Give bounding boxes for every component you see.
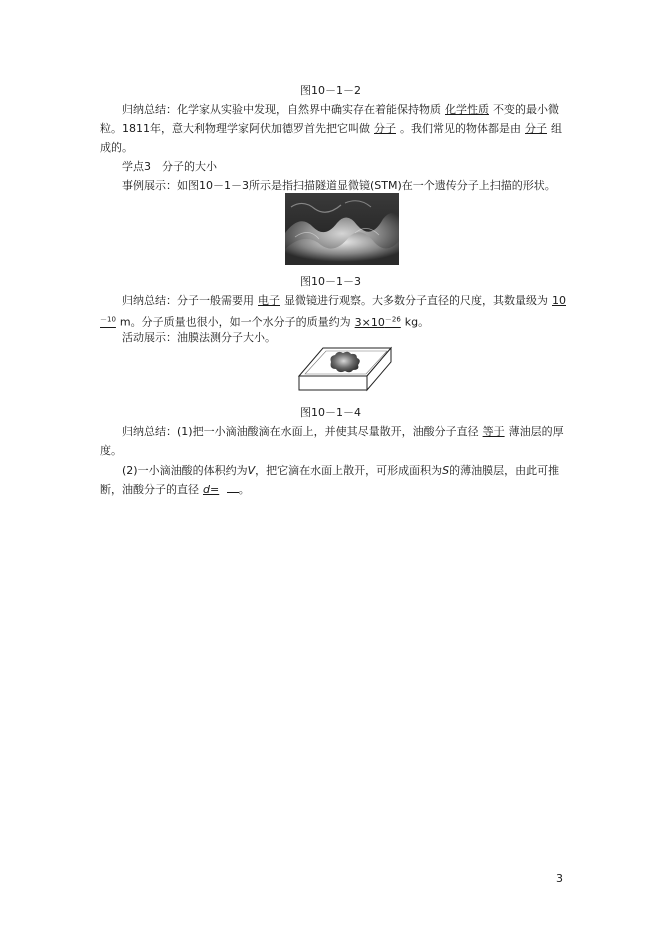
stm-scan-image xyxy=(285,193,399,265)
diameter-formula: d= xyxy=(203,483,220,496)
text-segment: kg。 xyxy=(404,315,430,329)
answer-base: 3×10 xyxy=(354,315,385,329)
answer-chemical-property: 化学性质 xyxy=(445,103,489,116)
text-segment: 归纳总结：分子一般需要用 xyxy=(122,294,254,307)
text-segment: ，把它滴在水面上散开，可形成面积为 xyxy=(255,464,443,477)
section-heading-molecule-size: 学点3 分子的大小 xyxy=(122,160,217,173)
summary-paragraph-molecule xyxy=(100,100,570,157)
text-segment: (2)一小滴油酸的体积约为 xyxy=(122,464,248,477)
volume-symbol: V xyxy=(247,464,256,477)
text-segment: 组成的。 xyxy=(100,122,562,154)
summary-paragraph-oil-film xyxy=(100,422,570,460)
answer-molecule: 分子 xyxy=(374,122,396,135)
text-segment: 。我们常见的物体都是由 xyxy=(400,122,521,135)
text-segment: 归纳总结：(1)把一小滴油酸滴在水面上，并使其尽量散开，油酸分子直径 xyxy=(122,425,479,438)
oil-film-diameter-paragraph xyxy=(100,461,570,499)
text-segment: 不变的最小微粒。1811年，意大利物理学家阿伏加德罗首先把它叫做 xyxy=(100,103,559,135)
figure-caption-10-1-4: 图10－1－4 xyxy=(300,406,361,419)
figure-caption-10-1-2: 图10－1－2 xyxy=(300,84,361,97)
answer-exponent: －10 xyxy=(100,315,116,323)
answer-molecule-2: 分子 xyxy=(525,122,547,135)
page-number: 3 xyxy=(556,872,563,885)
answer-diameter-formula xyxy=(199,483,223,496)
example-paragraph-stm: 事例展示：如图10－1－3所示是指扫描隧道显微镜(STM)在一个遗传分子上扫描的形状。 xyxy=(122,179,556,192)
answer-blank xyxy=(227,482,239,493)
text-segment: m。分子质量也很小，如一个水分子的质量约为 xyxy=(119,315,351,329)
summary-paragraph-size xyxy=(100,291,570,332)
activity-paragraph: 活动展示：油膜法测分子大小。 xyxy=(122,331,276,344)
text-segment: 薄油层的厚度。 xyxy=(100,425,564,457)
oil-film-tray-diagram xyxy=(297,344,393,394)
answer-electron: 电子 xyxy=(258,294,280,307)
text-segment: 。 xyxy=(238,483,250,496)
answer-base: 10 xyxy=(552,294,566,307)
figure-caption-10-1-3: 图10－1－3 xyxy=(300,275,361,288)
text-segment: 归纳总结：化学家从实验中发现，自然界中确实存在着能保持物质 xyxy=(122,103,441,116)
answer-equal: 等于 xyxy=(482,425,505,438)
answer-water-mass xyxy=(351,316,405,329)
text-segment: 的薄油膜层，由此可推断，油酸分子的直径 xyxy=(100,464,560,496)
answer-exponent: －26 xyxy=(384,315,401,323)
area-symbol: S xyxy=(442,464,450,477)
text-segment: 显微镜进行观察。大多数分子直径的尺度，其数量级为 xyxy=(284,294,548,307)
